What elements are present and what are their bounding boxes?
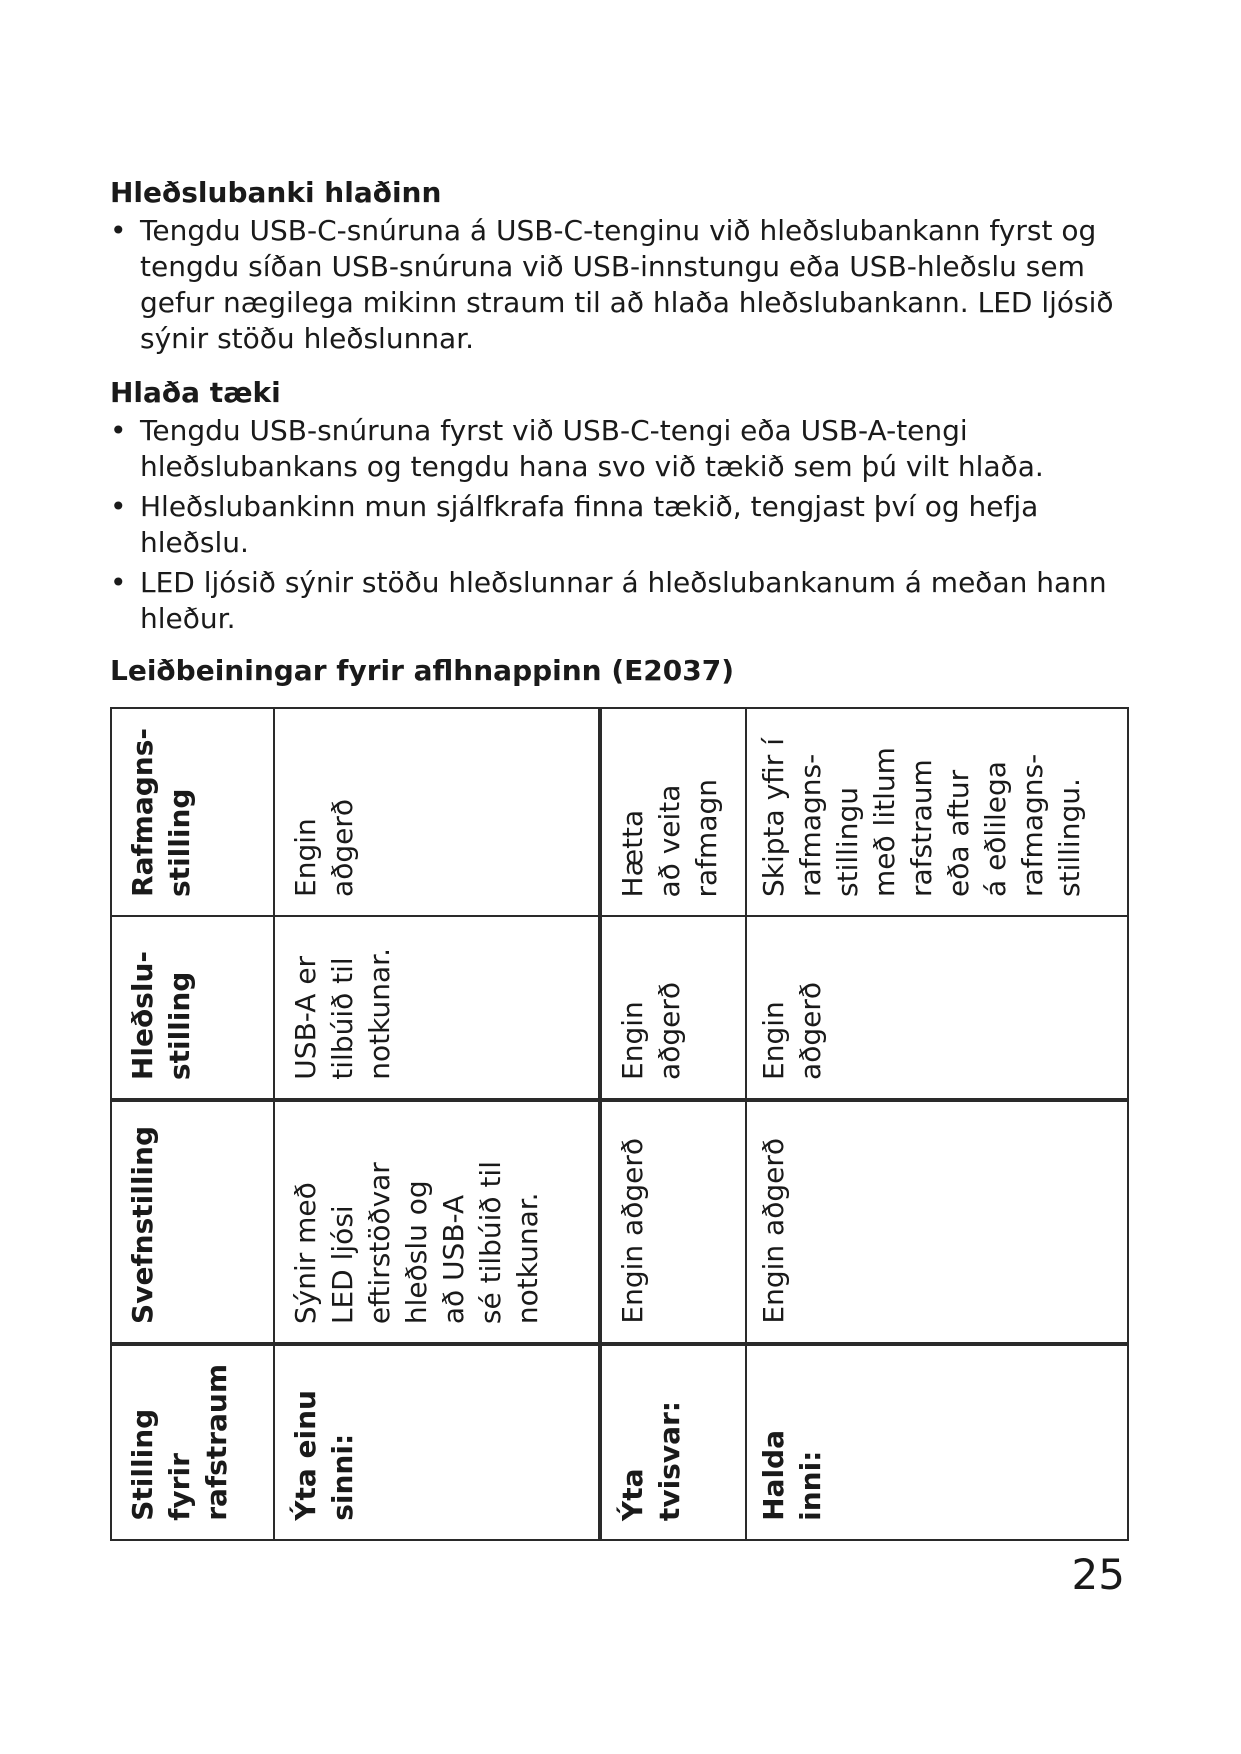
table-cell: USB-A er tilbúið til notkunar. [274, 916, 600, 1100]
list-item: • Tengdu USB-snúruna fyrst við USB-C-tengi eða USB-A-tengi hleðslubankans og tengdu hana svo við tækið sem þú vilt hlaða. [110, 413, 1130, 485]
table-row [111, 708, 1128, 916]
table-cell: Engin aðgerð [274, 708, 600, 916]
bullet-list-charge-powerbank [110, 213, 1130, 361]
table-cell: Engin aðgerð [600, 1100, 746, 1344]
table-row [111, 1344, 1128, 1540]
table-cell: Engin aðgerð [746, 916, 1128, 1100]
list-item: • Tengdu USB-C-snúruna á USB-C-tenginu við hleðslubankann fyrst og tengdu síðan USB-snúruna við USB-innstungu eða USB-hleðslu sem gefur nægilega mikinn straum til að hlaða hleðslubankann. LED ljósið sýnir stöðu hleðslunnar. [110, 213, 1130, 357]
table-header-cell: Rafmagns- stilling [111, 708, 274, 916]
page-number: 25 [1071, 1550, 1125, 1599]
table-cell: Engin aðgerð [600, 916, 746, 1100]
table-cell: Skipta yfir í rafmagns- stillingu með litlum rafstraum eða aftur á eðlilega rafmagns- stillingu. [746, 708, 1128, 916]
table-cell: Hætta að veita rafmagn [600, 708, 746, 916]
power-button-table [110, 707, 1127, 1539]
bullet-list-charge-device [110, 413, 1130, 641]
table-header-cell: Ýta einu sinni: [274, 1344, 600, 1540]
table-row [111, 1100, 1128, 1344]
list-item: • LED ljósið sýnir stöðu hleðslunnar á hleðslubankanum á meðan hann hleður. [110, 565, 1130, 637]
table-header-cell: Hleðslu- stilling [111, 916, 274, 1100]
section-heading-charge-powerbank: Hleðslubanki hlaðinn [110, 176, 442, 209]
list-item: • Hleðslubankinn mun sjálfkrafa finna tækið, tengjast því og hefja hleðslu. [110, 489, 1130, 561]
table-header-cell: Halda inni: [746, 1344, 1128, 1540]
table-row [111, 916, 1128, 1100]
table-cell: Engin aðgerð [746, 1100, 1128, 1344]
table-header-cell: Stilling fyrir rafstraum [111, 1344, 274, 1540]
section-heading-power-button: Leiðbeiningar fyrir aflhnappinn (E2037) [110, 654, 735, 687]
table-header-cell: Ýta tvisvar: [600, 1344, 746, 1540]
table-header-cell: Svefnstilling [111, 1100, 274, 1344]
table-cell: Sýnir með LED ljósi eftirstöðvar hleðslu og að USB-A sé tilbúið til notkunar. [274, 1100, 600, 1344]
section-heading-charge-device: Hlaða tæki [110, 376, 281, 409]
